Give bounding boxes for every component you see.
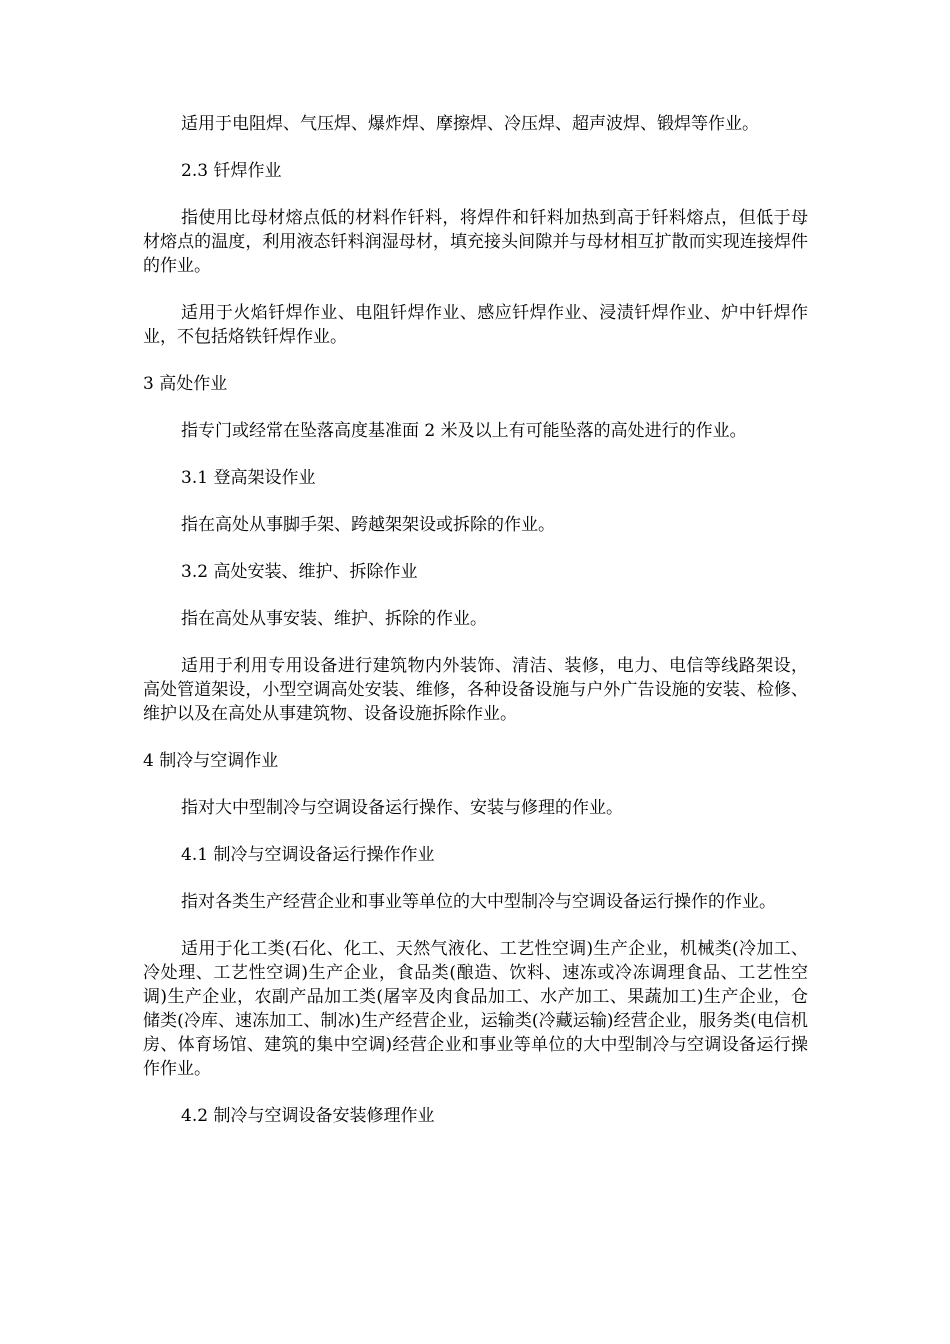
document-body — [143, 112, 808, 1151]
paragraph-refrigeration-operation-definition: 指对各类生产经营企业和事业等单位的大中型制冷与空调设备运行操作的作业。 — [181, 892, 776, 912]
section-heading-3-1: 3.1 登高架设作业 — [181, 468, 316, 488]
paragraph-refrigeration-definition: 指对大中型制冷与空调设备运行操作、安装与修理的作业。 — [181, 798, 623, 818]
paragraph-pressure-welding-scope: 适用于电阻焊、气压焊、爆炸焊、摩擦焊、冷压焊、超声波焊、锻焊等作业。 — [181, 114, 759, 134]
paragraph-brazing-definition: 指使用比母材熔点低的材料作钎料，将焊件和钎料加热到高于钎料熔点，但低于母材熔点的温度，利用液态钎料润湿母材，填充接头间隙并与母材相互扩散而实现连接焊件的作业。 — [143, 208, 808, 276]
section-heading-2-3: 2.3 钎焊作业 — [181, 161, 282, 181]
paragraph-height-work-definition: 指专门或经常在坠落高度基准面 2 米及以上有可能坠落的高处进行的作业。 — [181, 421, 747, 441]
section-heading-4-2: 4.2 制冷与空调设备安装修理作业 — [181, 1106, 435, 1126]
section-heading-3: 3 高处作业 — [143, 374, 228, 394]
paragraph-brazing-scope: 适用于火焰钎焊作业、电阻钎焊作业、感应钎焊作业、浸渍钎焊作业、炉中钎焊作业，不包括烙铁钎焊作业。 — [143, 303, 808, 347]
paragraph-height-install-definition: 指在高处从事安装、维护、拆除的作业。 — [181, 609, 487, 629]
paragraph-refrigeration-operation-scope: 适用于化工类(石化、化工、天然气液化、工艺性空调)生产企业，机械类(冷加工、冷处理、工艺性空调)生产企业，食品类(酿造、饮料、速冻或冷冻调理食品、工艺性空调)生产企业，农副产品加工类(屠宰及肉食品加工、水产加工、果蔬加工)生产企业，仓储类(冷库、速冻加工、制冰)生产经营企业，运输类(冷藏运输)经营企业，服务类(电信机房、体育场馆、建筑的集中空调)经营企业和事业等单位的大中型制冷与空调设备运行操作作业。 — [143, 939, 808, 1079]
section-heading-4-1: 4.1 制冷与空调设备运行操作作业 — [181, 845, 435, 865]
paragraph-height-install-scope: 适用于利用专用设备进行建筑物内外装饰、清洁、装修，电力、电信等线路架设，高处管道架设，小型空调高处安装、维修，各种设备设施与户外广告设施的安装、检修、维护以及在高处从事建筑物、设备设施拆除作业。 — [143, 656, 808, 724]
paragraph-scaffolding-definition: 指在高处从事脚手架、跨越架架设或拆除的作业。 — [181, 515, 555, 535]
section-heading-4: 4 制冷与空调作业 — [143, 751, 279, 771]
section-heading-3-2: 3.2 高处安装、维护、拆除作业 — [181, 562, 418, 582]
